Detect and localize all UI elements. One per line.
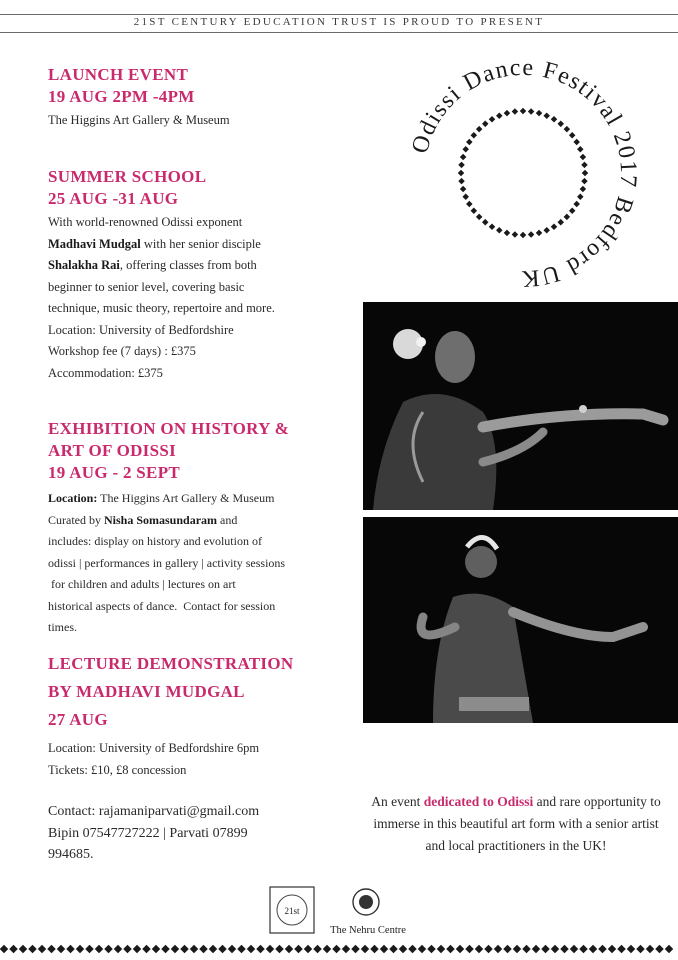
ring-diamond bbox=[476, 126, 483, 133]
border-diamond bbox=[294, 945, 302, 953]
border-diamond bbox=[494, 945, 502, 953]
ring-diamond bbox=[520, 232, 527, 239]
ring-diamond bbox=[580, 186, 587, 193]
contact-email[interactable]: Contact: rajamaniparvati@gmail.com bbox=[48, 804, 260, 819]
ring-diamond bbox=[580, 154, 587, 161]
exhibition-title-2: ART OF ODISSI bbox=[48, 441, 177, 460]
border-diamond bbox=[266, 945, 274, 953]
contact-phone-2: 994685. bbox=[48, 847, 94, 862]
border-diamond bbox=[247, 945, 255, 953]
dancer-figure-icon bbox=[363, 302, 678, 510]
border-diamond bbox=[589, 945, 597, 953]
lecture-title-2: BY MADHAVI MUDGAL bbox=[48, 682, 245, 701]
border-diamond bbox=[180, 945, 188, 953]
ring-diamond bbox=[536, 110, 543, 117]
festival-logo-text bbox=[407, 55, 641, 292]
border-diamond bbox=[190, 945, 198, 953]
border-diamond bbox=[332, 945, 340, 953]
border-diamond bbox=[399, 945, 407, 953]
border-diamond bbox=[47, 945, 55, 953]
border-diamond bbox=[76, 945, 84, 953]
border-diamond bbox=[0, 945, 8, 953]
border-diamond bbox=[285, 945, 293, 953]
border-diamond bbox=[28, 945, 36, 953]
ring-diamond bbox=[462, 193, 469, 200]
ring-diamond bbox=[471, 132, 478, 139]
border-diamond bbox=[608, 945, 616, 953]
lecture-tickets: Tickets: £10, £8 concession bbox=[48, 762, 187, 777]
border-diamond bbox=[503, 945, 511, 953]
festival-logo-textpath: Odissi Dance Festival 2017 Bedford UK bbox=[407, 54, 642, 292]
border-diamond bbox=[570, 945, 578, 953]
border-diamond bbox=[465, 945, 473, 953]
ring-diamond bbox=[557, 219, 564, 226]
border-diamond bbox=[114, 945, 122, 953]
tagline-highlight: dedicated to Odissi bbox=[423, 794, 534, 809]
border-diamond bbox=[313, 945, 321, 953]
nehru-centre-label: The Nehru Centre bbox=[330, 925, 406, 936]
summer-line3-text: , offering classes from both bbox=[119, 258, 257, 272]
ring-diamond bbox=[551, 223, 558, 230]
exhibition-line4: odissi | performances in gallery | activity sessions bbox=[48, 555, 286, 570]
border-diamond bbox=[598, 945, 606, 953]
border-diamond bbox=[228, 945, 236, 953]
ring-diamond bbox=[504, 110, 511, 117]
border-diamond bbox=[19, 945, 27, 953]
summer-school-description bbox=[48, 212, 348, 384]
festival-logo bbox=[398, 48, 648, 298]
summer-location: Location: University of Bedfordshire bbox=[48, 322, 234, 337]
exhibition-date: 19 AUG - 2 SEPT bbox=[48, 463, 181, 482]
border-diamond bbox=[389, 945, 397, 953]
ring-diamond bbox=[460, 186, 467, 193]
border-diamond bbox=[617, 945, 625, 953]
border-diamond bbox=[209, 945, 217, 953]
ring-diamond bbox=[460, 154, 467, 161]
summer-line4: beginner to senior level, covering basic bbox=[48, 279, 245, 294]
summer-line5: technique, music theory, repertoire and more. bbox=[48, 301, 275, 315]
border-diamond bbox=[85, 945, 93, 953]
curated-pre: Curated by bbox=[48, 512, 104, 527]
exhibition-line7: times. bbox=[48, 620, 77, 634]
lecture-date: 27 AUG bbox=[48, 710, 108, 729]
summer-line1: With world-renowned Odissi exponent bbox=[48, 215, 243, 229]
ring-diamond bbox=[489, 223, 496, 230]
disciple-name: Shalakha Rai bbox=[48, 258, 120, 272]
lecture-details bbox=[48, 738, 348, 781]
summer-school-date: 25 AUG -31 AUG bbox=[48, 189, 179, 208]
border-diamond bbox=[646, 945, 654, 953]
launch-event-section bbox=[48, 64, 348, 132]
header-top-rule bbox=[0, 14, 678, 15]
sponsor-logos bbox=[268, 885, 418, 937]
ring-diamond bbox=[466, 139, 473, 146]
ring-diamond bbox=[564, 214, 571, 221]
ring-diamond bbox=[569, 132, 576, 139]
dancer-figure-icon bbox=[363, 517, 678, 723]
summer-line2 bbox=[48, 234, 348, 256]
summer-accommodation: Accommodation: £375 bbox=[48, 365, 163, 380]
ring-diamond bbox=[573, 201, 580, 208]
curated-post: and bbox=[217, 512, 238, 527]
ring-diamond bbox=[471, 207, 478, 214]
border-diamond bbox=[418, 945, 426, 953]
exhibition-title-1: EXHIBITION ON HISTORY & bbox=[48, 419, 290, 438]
summer-fee: Workshop fee (7 days) : £375 bbox=[48, 344, 196, 358]
contact-phone-1: Bipin 07547727222 | Parvati 07899 bbox=[48, 825, 248, 841]
header-bottom-rule bbox=[0, 32, 678, 33]
event-tagline bbox=[366, 791, 666, 857]
diamond-border-icon bbox=[0, 942, 678, 956]
border-diamond bbox=[541, 945, 549, 953]
border-diamond bbox=[104, 945, 112, 953]
ring-diamond bbox=[458, 162, 465, 169]
ring-diamond bbox=[489, 116, 496, 123]
ring-diamond bbox=[569, 207, 576, 214]
border-diamond bbox=[560, 945, 568, 953]
dancer-photo-1 bbox=[363, 302, 678, 510]
border-diamond bbox=[323, 945, 331, 953]
border-diamond bbox=[351, 945, 359, 953]
border-diamond bbox=[171, 945, 179, 953]
ring-diamond bbox=[462, 146, 469, 153]
exponent-name: Madhavi Mudgal bbox=[48, 236, 141, 251]
ring-diamond bbox=[512, 231, 519, 238]
lecture-title-1: LECTURE DEMONSTRATION bbox=[48, 654, 294, 673]
ring-diamond bbox=[577, 146, 584, 153]
border-diamond bbox=[579, 945, 587, 953]
border-diamond bbox=[522, 945, 530, 953]
border-diamond bbox=[123, 945, 131, 953]
dancer-photo-2 bbox=[363, 517, 678, 723]
svg-text:21st: 21st bbox=[284, 906, 300, 916]
ring-diamond bbox=[528, 231, 535, 238]
border-diamond bbox=[9, 945, 17, 953]
border-diamond bbox=[66, 945, 74, 953]
ring-diamond bbox=[551, 116, 558, 123]
ring-diamond bbox=[577, 193, 584, 200]
launch-event-date: 19 AUG 2PM -4PM bbox=[48, 87, 195, 106]
tagline-pre: An event bbox=[371, 794, 424, 809]
ring-diamond bbox=[496, 227, 503, 234]
border-diamond bbox=[57, 945, 65, 953]
ring-diamond bbox=[536, 230, 543, 237]
ring-diamond bbox=[520, 108, 527, 115]
border-diamond bbox=[161, 945, 169, 953]
border-diamond bbox=[342, 945, 350, 953]
border-diamond bbox=[275, 945, 283, 953]
ring-diamond bbox=[458, 170, 465, 177]
border-diamond bbox=[456, 945, 464, 953]
summer-line3 bbox=[48, 255, 348, 277]
summer-line2-text: with her senior disciple bbox=[140, 236, 261, 251]
border-diamond bbox=[218, 945, 226, 953]
exhibition-line3: includes: display on history and evolution of bbox=[48, 534, 262, 548]
border-diamond bbox=[636, 945, 644, 953]
ring-diamond bbox=[581, 178, 588, 185]
curator-name: Nisha Somasundaram bbox=[104, 512, 218, 527]
exhibition-location-label: Location: bbox=[48, 491, 98, 505]
exhibition-description bbox=[48, 488, 358, 639]
border-diamond bbox=[152, 945, 160, 953]
header-bar bbox=[0, 0, 678, 44]
lecture-section bbox=[48, 650, 348, 781]
border-diamond bbox=[475, 945, 483, 953]
ring-diamond bbox=[581, 162, 588, 169]
border-diamond bbox=[532, 945, 540, 953]
border-diamond bbox=[380, 945, 388, 953]
ring-diamond bbox=[564, 126, 571, 133]
summer-school-title: SUMMER SCHOOL bbox=[48, 167, 207, 186]
border-diamond bbox=[361, 945, 369, 953]
border-diamond bbox=[256, 945, 264, 953]
border-diamond bbox=[199, 945, 207, 953]
launch-event-venue: The Higgins Art Gallery & Museum bbox=[48, 113, 230, 127]
contact-section bbox=[48, 801, 328, 866]
border-diamond bbox=[427, 945, 435, 953]
diamond-ring-icon bbox=[458, 108, 589, 239]
summer-school-section bbox=[48, 166, 348, 384]
ring-diamond bbox=[512, 108, 519, 115]
border-diamond bbox=[237, 945, 245, 953]
border-diamond bbox=[133, 945, 141, 953]
ring-diamond bbox=[557, 121, 564, 128]
border-diamond bbox=[38, 945, 46, 953]
border-diamond bbox=[513, 945, 521, 953]
ring-diamond bbox=[496, 112, 503, 119]
border-diamond bbox=[655, 945, 663, 953]
border-diamond bbox=[304, 945, 312, 953]
exhibition-location-value: The Higgins Art Gallery & Museum bbox=[97, 491, 275, 505]
exhibition-curated bbox=[48, 510, 358, 532]
header-text: 21ST CENTURY EDUCATION TRUST IS PROUD TO PRESENT bbox=[133, 16, 545, 28]
ring-diamond bbox=[528, 108, 535, 115]
ring-diamond bbox=[573, 139, 580, 146]
ring-diamond bbox=[504, 230, 511, 237]
border-diamond bbox=[437, 945, 445, 953]
exhibition-line5: for children and adults | lectures on art bbox=[48, 577, 236, 591]
exhibition-section bbox=[48, 418, 358, 639]
lecture-location: Location: University of Bedfordshire 6pm bbox=[48, 741, 260, 755]
border-diamond bbox=[370, 945, 378, 953]
border-diamond bbox=[446, 945, 454, 953]
sponsor-logos-graphic bbox=[268, 885, 418, 937]
exhibition-line6: historical aspects of dance. Contact for session bbox=[48, 598, 276, 613]
ring-diamond bbox=[482, 219, 489, 226]
border-diamond bbox=[627, 945, 635, 953]
ring-diamond bbox=[482, 121, 489, 128]
ring-diamond bbox=[582, 170, 589, 177]
border-diamond bbox=[95, 945, 103, 953]
ring-diamond bbox=[466, 201, 473, 208]
ring-diamond bbox=[543, 112, 550, 119]
exhibition-location bbox=[48, 488, 358, 510]
ring-diamond bbox=[543, 227, 550, 234]
ring-diamond bbox=[476, 214, 483, 221]
border-diamond bbox=[484, 945, 492, 953]
border-diamond bbox=[408, 945, 416, 953]
border-diamond bbox=[665, 945, 673, 953]
tagline-post: and rare opportunity to immerse in this beautiful art form with a senior artist and local practitioners in the UK! bbox=[373, 794, 661, 853]
launch-event-title: LAUNCH EVENT bbox=[48, 65, 189, 84]
ring-diamond bbox=[458, 178, 465, 185]
border-diamond bbox=[142, 945, 150, 953]
border-diamond bbox=[551, 945, 559, 953]
